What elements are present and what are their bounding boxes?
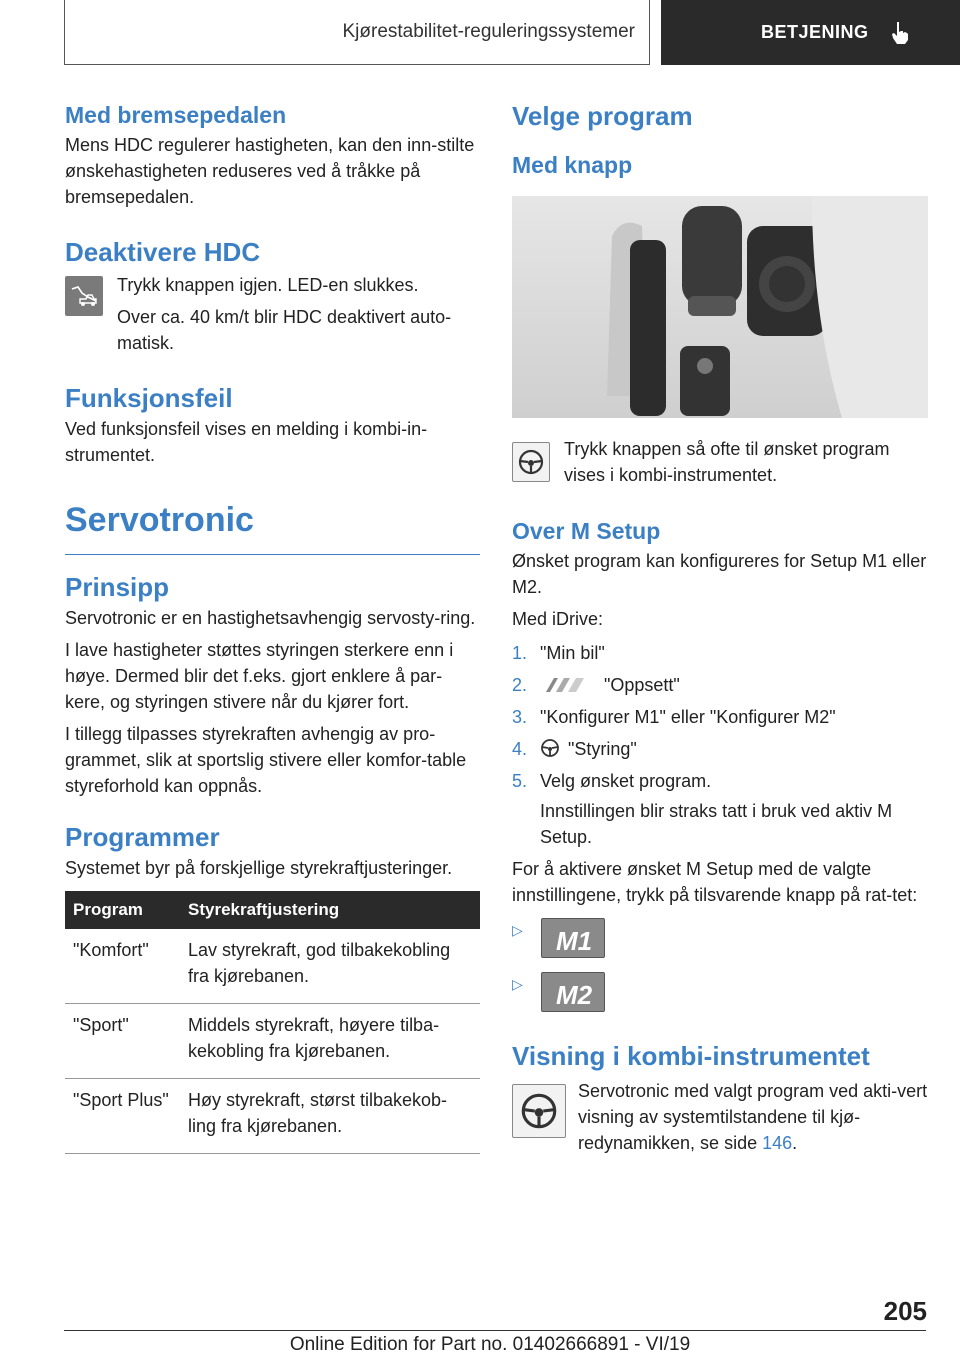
table-row: "Sport Plus" Høy styrekraft, størst tilbakekob-ling fra kjørebanen. [65, 1079, 480, 1154]
chapter-title: BETJENING [761, 22, 869, 42]
heading-malfunction: Funksjonsfeil [65, 383, 233, 413]
chapter-tab [661, 0, 960, 65]
steering-button-icon [512, 442, 550, 482]
text-principle-1: Servotronic er en hastighetsavhengig servosty-ring. [65, 608, 476, 628]
hdc-button-icon [65, 276, 103, 316]
programs-table [65, 891, 480, 1154]
heading-deactivate: Deaktivere HDC [65, 237, 261, 267]
text-with-button: Trykk knappen så ofte til ønsket program vises i kombi-instrumentet. [564, 439, 890, 485]
list-item [512, 972, 928, 1016]
text-brake: Mens HDC regulerer hastigheten, kan den inn-stilte ønskehastigheten reduseres ved å tråkke på bremsepedalen. [65, 135, 475, 207]
footer-divider [64, 1330, 926, 1331]
triangle-bullet-icon: ▷ [512, 976, 523, 992]
text-m-setup: Ønsket program kan konfigureres for Setup M1 eller M2. [512, 551, 927, 597]
steering-display-icon [512, 1084, 566, 1138]
table-row: "Sport" Middels styrekraft, høyere tilba-kekobling fra kjørebanen. [65, 1004, 480, 1079]
text-programs: Systemet byr på forskjellige styrekraftjusteringer. [65, 858, 453, 878]
heading-programs: Programmer [65, 822, 220, 852]
triangle-bullet-icon: ▷ [512, 922, 523, 938]
text-deactivate-1: Trykk knappen igjen. LED-en slukkes. [117, 275, 419, 295]
footer-edition: Online Edition for Part no. 01402666891 - VI/19 [289, 1334, 691, 1355]
list-item: 5. Velg ønsket program. [512, 771, 712, 791]
steps-list [512, 640, 928, 794]
svg-text:M2: M2 [556, 980, 593, 1010]
heading-select-program: Velge program [512, 101, 693, 131]
left-column [65, 98, 480, 1154]
heading-m-setup: Over M Setup [512, 518, 661, 544]
text-idrive-label: Med iDrive: [512, 609, 604, 629]
page-number: 205 [883, 1296, 927, 1326]
table-header-program: Program [65, 891, 180, 929]
section-title: Kjørestabilitet-reguleringssystemer [342, 21, 635, 42]
running-header [64, 0, 650, 65]
m1-button-icon [541, 918, 605, 958]
page-link[interactable]: 146 [762, 1133, 793, 1153]
list-item: 4. "Styring" [512, 739, 637, 759]
m2-button-icon [541, 972, 605, 1012]
list-item [512, 918, 928, 962]
table-row: "Komfort" Lav styrekraft, god tilbakekobling fra kjørebanen. [65, 929, 480, 1004]
text-principle-2: I lave hastigheter støttes styringen sterkere enn i høye. Dermed blir det f.eks. gjort enklere å par-kere, og styringen stivere når du kjører fort. [65, 640, 454, 712]
list-item: 3. "Konfigurer M1" eller "Konfigurer M2" [512, 707, 836, 727]
heading-brake: Med bremsepedalen [65, 102, 287, 128]
steering-wheel-icon [540, 738, 560, 758]
heading-principle: Prinsipp [65, 572, 170, 602]
text-principle-3: I tillegg tilpasses styrekraften avhengig av pro-grammet, slik at sportslig stivere eller komfor-table styreforhold kan oppnås. [65, 724, 467, 796]
heading-with-button: Med knapp [512, 152, 633, 178]
svg-text:M1: M1 [556, 926, 593, 956]
right-column [512, 98, 928, 1156]
text-display: Servotronic med valgt program ved akti-vert visning av systemtilstandene til kjø-redynamikken, se side 146. [578, 1081, 928, 1153]
list-item: 1. "Min bil" [512, 643, 605, 663]
heading-servotronic: Servotronic [65, 498, 480, 555]
text-activate: For å aktivere ønsket M Setup med de valgte innstillingene, trykk på tilsvarende knapp på rat-tet: [512, 859, 918, 905]
heading-display: Visning i kombi-instrumentet [512, 1041, 870, 1071]
center-console-photo [512, 196, 928, 418]
settings-stripes-icon [540, 677, 596, 693]
text-step5-note: Innstillingen blir straks tatt i bruk ved aktiv M Setup. [540, 801, 893, 847]
text-deactivate-2: Over ca. 40 km/t blir HDC deaktivert auto-matisk. [117, 307, 452, 353]
hand-pointer-icon [887, 20, 913, 46]
table-header-adjustment: Styrekraftjustering [180, 891, 480, 929]
list-item: 2. "Oppsett" [512, 675, 680, 695]
text-malfunction: Ved funksjonsfeil vises en melding i kombi-in-strumentet. [65, 419, 428, 465]
